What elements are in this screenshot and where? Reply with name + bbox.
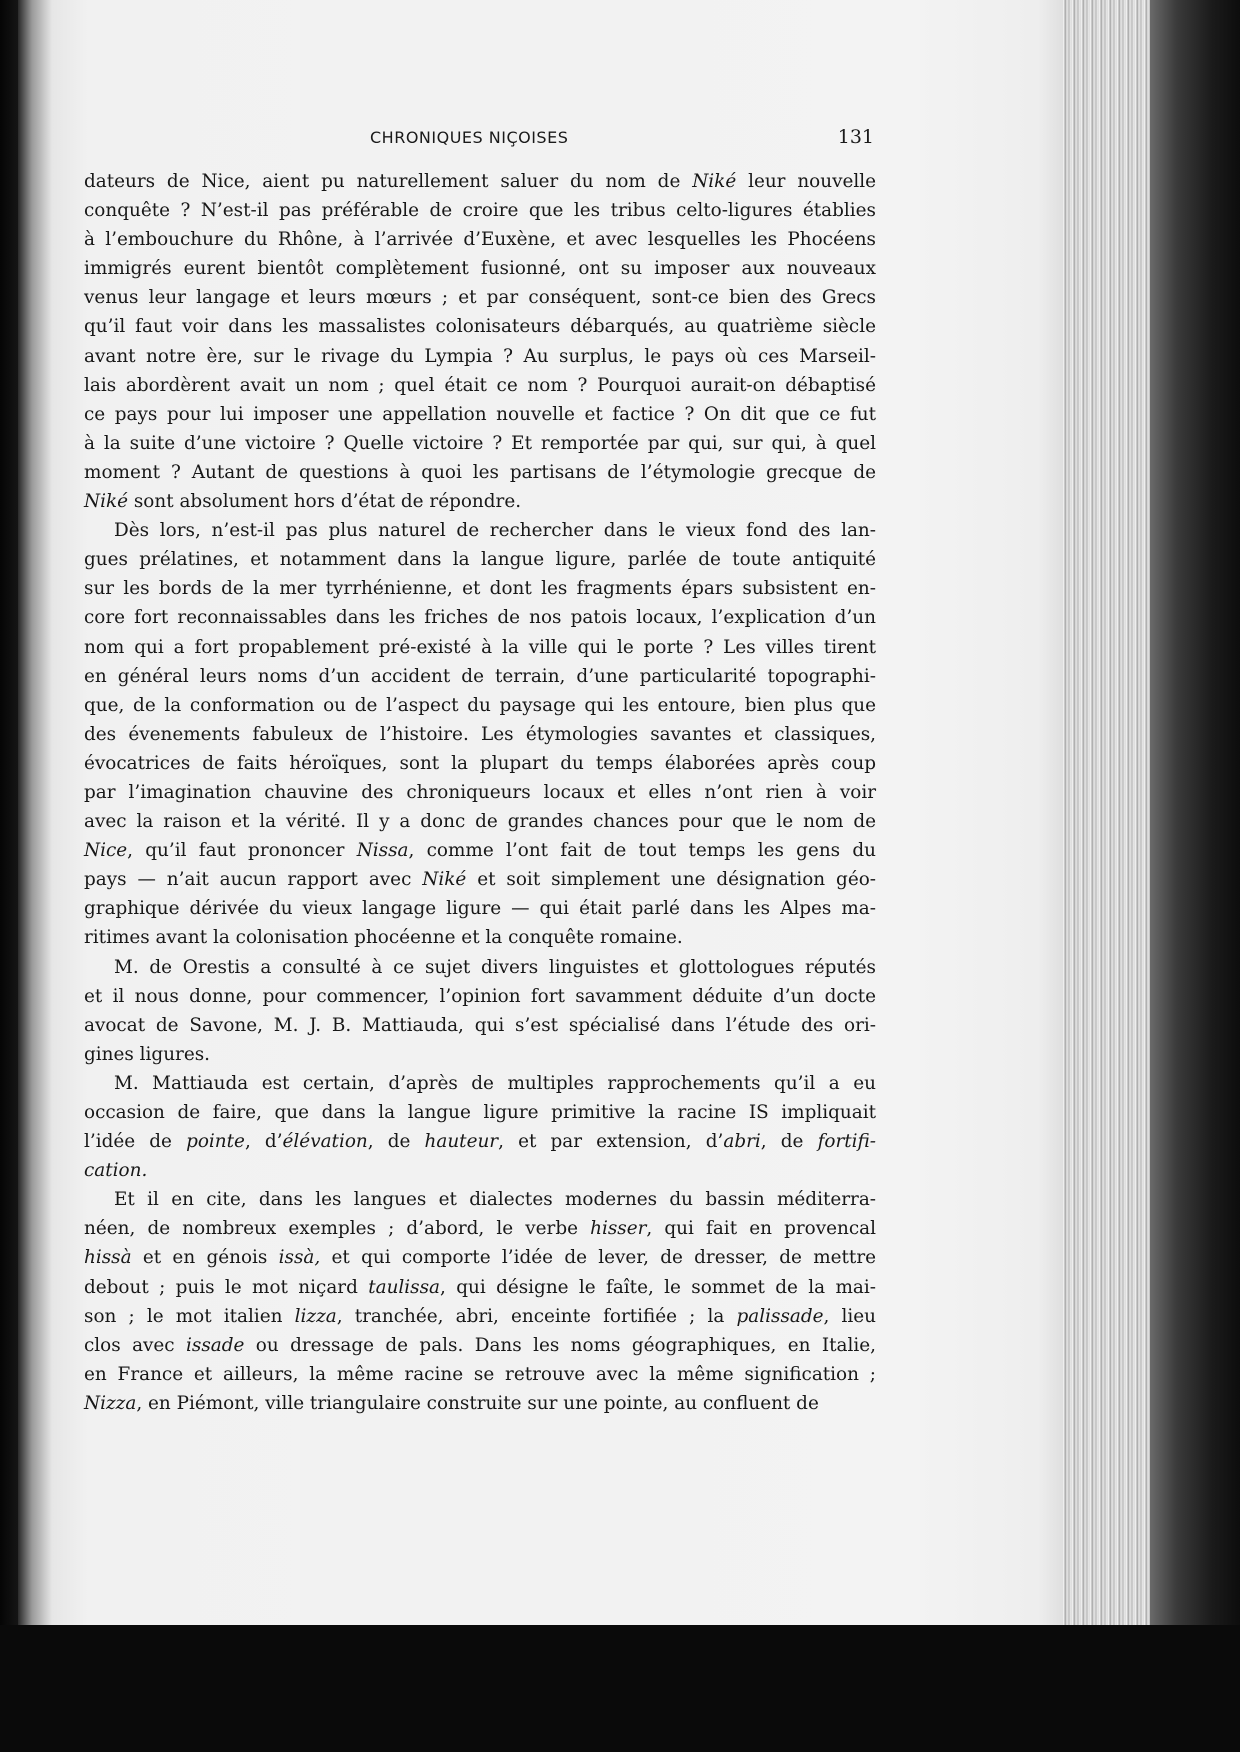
italic-text: hauteur [424,1131,499,1153]
text-run: leur nouvelle [736,171,877,192]
text-run: , qui fait en provencal [646,1218,876,1240]
italic-text: élévation [282,1131,368,1153]
text-run: , tranchée, abri, enceinte fortifiée ; la [336,1305,737,1327]
text-line [84,1011,876,1040]
text-run: , qu’il faut prononcer [127,840,357,862]
text-run: dateurs de Nice, aient pu naturellement saluer du nom de [84,171,693,192]
italic-text: Niké [84,491,129,513]
text-run: immigrés eurent bientôt complètement fusionné, ont su imposer aux nouveaux [84,258,876,280]
text-run: des évenements fabuleux de l’histoire. Les étymologies savantes et classiques, [84,723,876,745]
text-run: l’idée de [84,1131,187,1153]
text-run: nom qui a fort propablement pré-existé à la ville qui le porte ? Les villes tirent [84,636,876,658]
paragraph [84,1185,876,1418]
text-run: debout ; puis le mot niçard [84,1276,369,1298]
text-run: lais abordèrent avait un nom ; quel était ce nom ? Pourquoi aurait-on débaptisé [84,374,876,396]
page-header [84,128,874,152]
text-run: son ; le mot italien [84,1305,295,1327]
text-run: , lieu [823,1305,876,1327]
text-run: , de [760,1131,818,1153]
italic-text: cation. [84,1160,148,1182]
text-run: que, de la conformation ou de l’aspect du paysage qui les entoure, bien plus que [84,694,876,716]
text-line [84,1069,876,1098]
text-run: avec la raison et la vérité. Il y a donc de grandes chances pour que le nom de [84,811,876,833]
text-run: et en génois [131,1247,279,1269]
text-line [84,1185,876,1214]
text-run: conquête ? N’est-il pas préférable de croire que les tribus celto-ligures établies [84,200,876,222]
scan-bottom-margin [0,1625,1240,1752]
text-run: , en Piémont, ville triangulaire construite sur une pointe, au confluent de [136,1392,819,1414]
italic-text: Nissa [356,840,409,862]
italic-text: Nizza [84,1392,137,1414]
text-run: , et par extension, d’ [498,1131,724,1153]
text-run: et soit simplement une désignation géo- [466,869,876,891]
italic-text: issade [186,1334,245,1356]
text-line [84,312,876,341]
text-line [84,371,876,400]
text-run: M. de Orestis a consulté à ce sujet divers linguistes et glottologues réputés [114,956,876,978]
text-line [84,574,876,603]
text-line [84,254,876,283]
running-title: CHRONIQUES NIÇOISES [370,128,569,147]
page-number: 131 [837,126,874,148]
text-run: gues prélatines, et notamment dans la langue ligure, parlée de toute antiquité [84,549,876,571]
text-line [84,196,876,225]
text-run: sur les bords de la mer tyrrhénienne, et dont les fragments épars subsistent en- [84,578,876,600]
text-line [84,953,876,982]
italic-text: taulissa [368,1276,441,1298]
paragraph [84,516,876,952]
italic-text: Niké [692,171,737,192]
text-run: et qui comporte l’idée de lever, de dresser, de mettre [320,1247,876,1269]
book-cover-edge [1150,0,1240,1640]
text-line [84,982,876,1011]
paragraph [84,1069,876,1185]
text-run: à la suite d’une victoire ? Quelle victoire ? Et remportée par qui, sur qui, à quel [84,432,876,454]
text-run: Et il en cite, dans les langues et dialectes modernes du bassin méditerra- [114,1189,876,1211]
text-line [84,603,876,632]
text-line [84,1302,876,1331]
italic-text: lizza [294,1305,337,1327]
text-line [84,342,876,371]
text-line [84,1040,876,1069]
text-run: à l’embouchure du Rhône, à l’arrivée d’Euxène, et avec lesquelles les Phocéens [84,229,876,251]
text-line [84,807,876,836]
text-run: occasion de faire, que dans la langue ligure primitive la racine IS impliquait [84,1102,876,1123]
text-run: évocatrices de faits héroïques, sont la plupart du temps élaborées après coup [84,752,876,774]
text-run: graphique dérivée du vieux langage ligure — qui était parlé dans les Alpes ma- [84,898,876,920]
text-line [84,1127,876,1156]
text-run: moment ? Autant de questions à quoi les partisans de l’étymologie grecque de [84,461,876,483]
text-run: gines ligures. [84,1043,211,1065]
text-line [84,923,876,952]
text-run: par l’imagination chauvine des chroniqueurs locaux et elles n’ont rien à voir [84,781,876,803]
text-run: pays — n’ait aucun rapport avec [84,869,423,891]
text-line [84,400,876,429]
text-run: avant notre ère, sur le rivage du Lympia ? Au surplus, le pays où ces Marseil- [84,345,876,367]
text-line [84,429,876,458]
text-line [84,1156,876,1185]
text-line [84,1389,876,1418]
text-line [84,836,876,865]
italic-text: Niké [422,869,467,891]
text-line [84,516,876,545]
text-line [84,662,876,691]
text-line [84,633,876,662]
body-text [84,167,876,1418]
italic-text: hisser [590,1218,647,1240]
italic-text: Nice [84,840,128,862]
text-run: avocat de Savone, M. J. B. Mattiauda, qui s’est spécialisé dans l’étude des ori- [84,1014,876,1036]
italic-text: abri [723,1131,761,1153]
italic-text: issà, [278,1247,321,1269]
text-run: , comme l’ont fait de tout temps les gens du [408,840,876,862]
text-run: ou dressage de pals. Dans les noms géographiques, en Italie, [244,1334,876,1356]
text-run: venus leur langage et leurs mœurs ; et par conséquent, sont-ce bien des Grecs [84,287,876,309]
text-run: , de [367,1131,425,1153]
text-run: core fort reconnaissables dans les friches de nos patois locaux, l’explication d’un [84,607,876,629]
text-line [84,545,876,574]
text-line [84,167,876,196]
text-line [84,1243,876,1272]
text-run: néen, de nombreux exemples ; d’abord, le verbe [84,1218,591,1240]
text-run: clos avec [84,1334,186,1356]
text-line [84,225,876,254]
text-run: Dès lors, n’est-il pas plus naturel de rechercher dans le vieux fond des lan- [114,520,876,542]
italic-text: hissà [84,1247,132,1269]
text-run: qu’il faut voir dans les massalistes colonisateurs débarqués, au quatrième siècle [84,316,876,338]
text-run: , d’ [244,1131,283,1153]
text-line [84,1098,876,1127]
text-run: sont absolument hors d’état de répondre. [128,491,522,513]
text-line [84,1273,876,1302]
text-run: en général leurs noms d’un accident de terrain, d’une particularité topographi- [84,665,876,687]
text-run: M. Mattiauda est certain, d’après de multiples rapprochements qu’il a eu [114,1072,876,1094]
paragraph [84,953,876,1069]
text-line [84,865,876,894]
text-line [84,691,876,720]
text-line [84,1360,876,1389]
text-line [84,749,876,778]
text-line [84,1214,876,1243]
text-run: ce pays pour lui imposer une appellation nouvelle et factice ? On dit que ce fut [84,403,876,425]
text-run: ritimes avant la colonisation phocéenne et la conquête romaine. [84,927,683,949]
text-line [84,778,876,807]
italic-text: palissade [736,1305,824,1327]
italic-text: pointe [186,1131,245,1153]
italic-text: fortifi- [817,1131,877,1153]
text-run: en France et ailleurs, la même racine se retrouve avec la même signification ; [84,1363,876,1385]
text-run: et il nous donne, pour commencer, l’opinion fort savamment déduite d’un docte [84,985,876,1007]
text-line [84,487,876,516]
text-line [84,1331,876,1360]
text-line [84,283,876,312]
text-run: , qui désigne le faîte, le sommet de la mai- [440,1276,876,1298]
text-line [84,458,876,487]
paragraph [84,167,876,516]
text-line [84,894,876,923]
text-line [84,720,876,749]
